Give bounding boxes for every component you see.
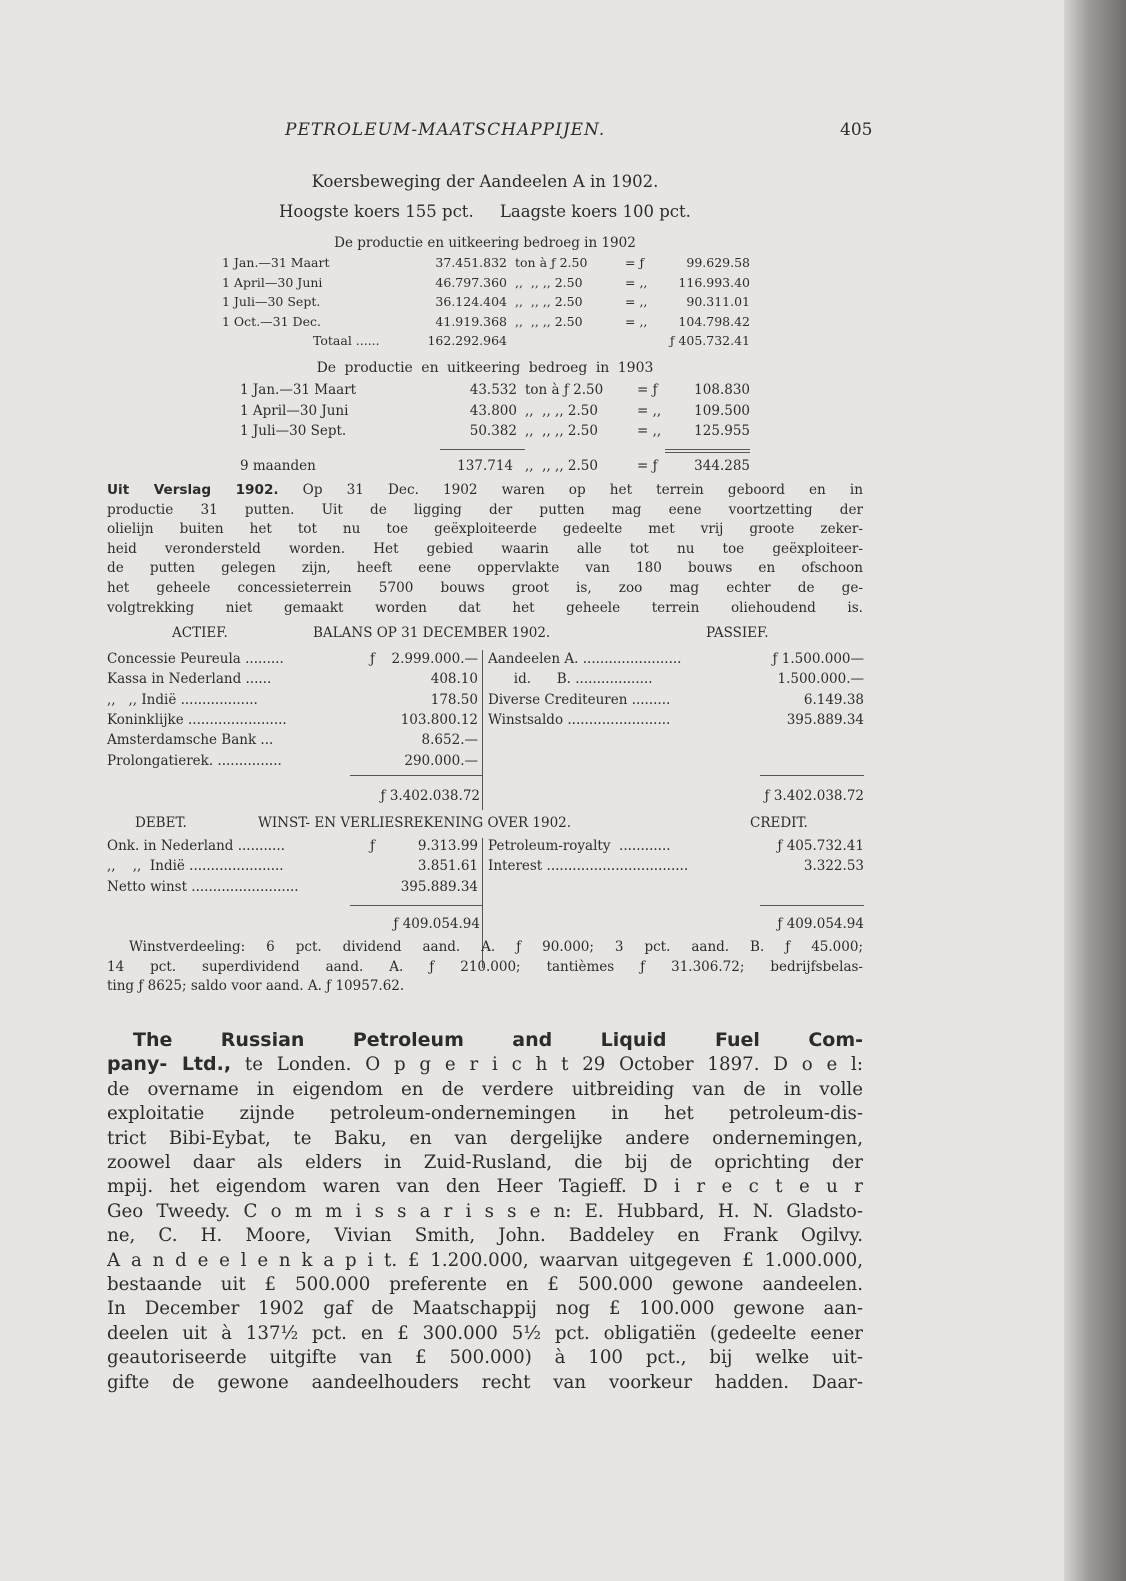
rule — [440, 449, 525, 450]
rule — [760, 775, 864, 776]
running-header: PETROLEUM-MAATSCHAPPIJEN. — [285, 120, 606, 140]
winstverdeeling: Winstverdeeling: 6 pct. dividend aand. A. ƒ 90.000; 3 pct. aand. B. ƒ 45.000; 14 pct. superdividend aand. A. ƒ 210.000; tantièmes ƒ 31.306.72; bedrijfsbelas- ting ƒ 8625; saldo voor aand. A. ƒ 10957.62. — [107, 939, 863, 994]
balans-title: BALANS OP 31 DECEMBER 1902. — [313, 625, 551, 641]
winst-right-total: ƒ 409.054.94 — [777, 916, 864, 932]
verslag-paragraph: Uit Verslag 1902. Op 31 Dec. 1902 waren op het terrein geboord en in productie 31 putten. Uit de ligging der putten mag eene voortzetting der olielijn buiten het tot nu toe geëxploiteerde gedeelte met vrij groote zeker- heid verondersteld worden. Het gebied waarin alle tot nu toe geëxploiteer- de putten gelegen zijn, heeft eene oppervlakte van 180 bouws en ofschoon het geheele concessieterrein 5700 bouws groot is, zoo mag echter de ge- volgtrekking niet gemaakt worden dat het geheele terrein oliehoudend is. — [107, 482, 863, 616]
balans-left-total: ƒ 3.402.038.72 — [380, 788, 480, 804]
rule — [350, 905, 482, 906]
rule — [350, 775, 482, 776]
company-title: The Russian Petroleum and Liquid Fuel Com- — [133, 1029, 863, 1051]
rule — [665, 449, 750, 450]
company-title-cont: pany- Ltd., — [107, 1053, 232, 1076]
page-edge-shadow — [1064, 0, 1126, 1581]
koers-line: Hoogste koers 155 pct. Laagste koers 100 pct. — [279, 202, 691, 221]
rule — [665, 452, 750, 453]
rule — [760, 905, 864, 906]
russian-company-paragraph: The Russian Petroleum and Liquid Fuel Com- pany- Ltd., te Londen. O p g e r i c h t 29 October 1897. D o e l: de overname in eigendom en de verdere uitbreiding van de in volle exploitatie zijnde petroleum-ondernemingen in het petroleum-dis- trict Bibi-Eybat, te Baku, en van dergelijke andere ondernemingen, zoowel daar als elders in Zuid-Rusland, die bij de oprichting der mpij. het eigendom waren van den Heer Tagieff. D i r e c t e u r Geo Tweedy. C o m m i s s a r i s s e n: E. Hubbard, H. N. Gladsto- ne, C. H. Moore, Vivian Smith, John. Baddeley en Frank Ogilvy. A a n d e e l e n k a p i t. £ 1.200.000, waarvan uitgegeven £ 1.000.000, bestaande uit £ 500.000 preferente en £ 500.000 gewone aandeelen. In December 1902 gaf de Maatschappij nog £ 100.000 gewone aan- deelen uit à 137½ pct. en £ 300.000 5½ pct. obligatiën (gedeelte eener geautoriseerde uitgifte van £ 500.000) à 100 pct., bij welke uit- gifte de gewone aandeelhouders recht van voorkeur hadden. Daar- — [107, 1029, 863, 1393]
balans-right-total: ƒ 3.402.038.72 — [764, 788, 864, 804]
balans-passief-head: PASSIEF. — [706, 625, 769, 641]
winst-debet-head: DEBET. — [135, 815, 187, 831]
verslag-lead: Uit Verslag 1902. — [107, 482, 279, 498]
balans-actief-head: ACTIEF. — [172, 625, 228, 641]
winst-title: WINST- EN VERLIESREKENING OVER 1902. — [258, 815, 572, 831]
koers-title: Koersbeweging der Aandeelen A in 1902. — [311, 172, 659, 191]
prod1903-title: De productie en uitkeering bedroeg in 1903 — [316, 360, 654, 376]
page-number: 405 — [840, 120, 873, 140]
divider — [482, 650, 483, 810]
winst-left-total: ƒ 409.054.94 — [393, 916, 480, 932]
prod1902-title: De productie en uitkeering bedroeg in 1902 — [334, 235, 636, 251]
winst-credit-head: CREDIT. — [750, 815, 808, 831]
